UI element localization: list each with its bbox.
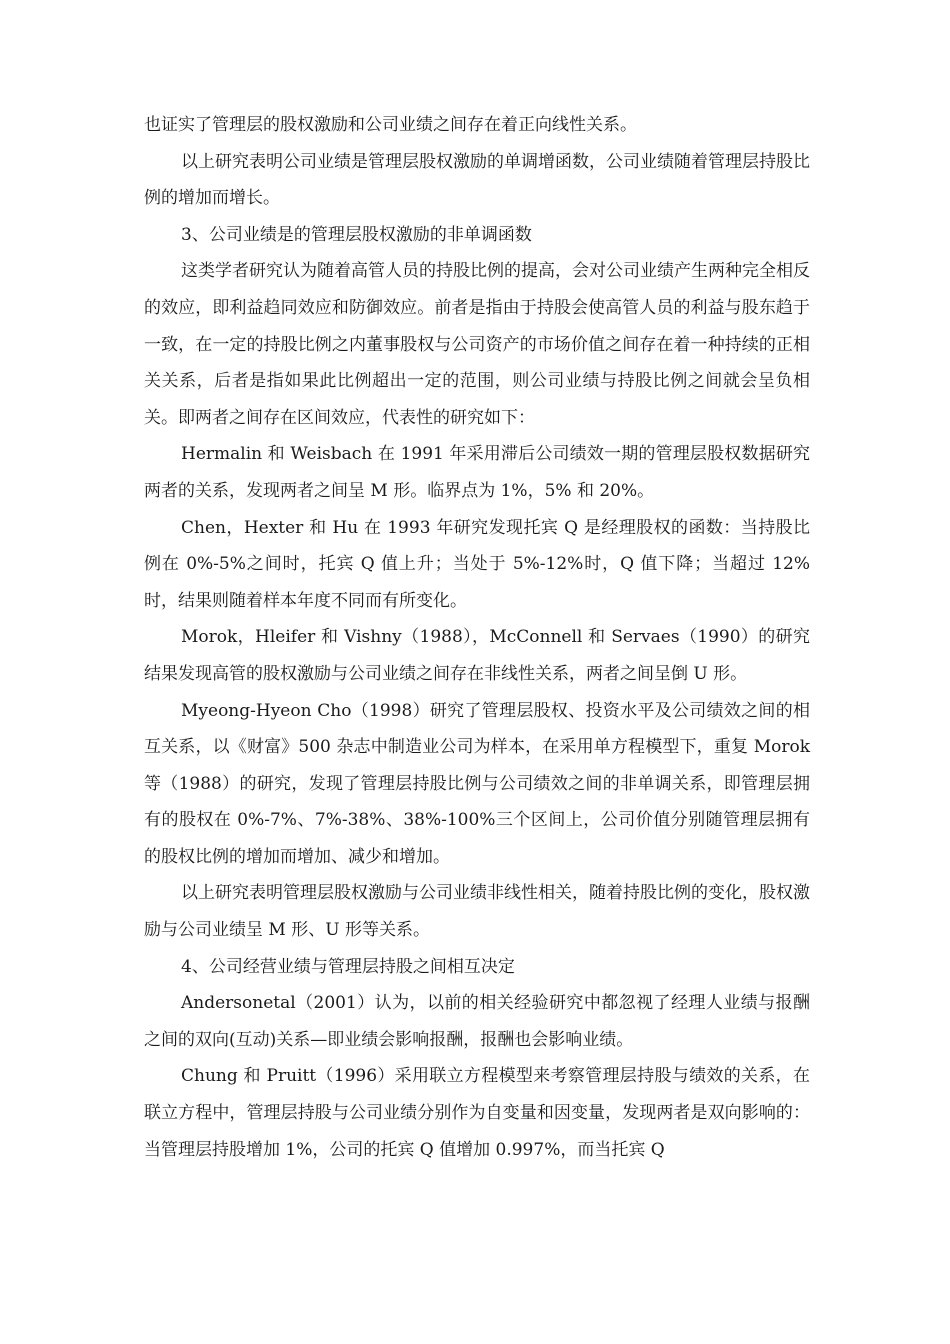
paragraph-morok-mcconnell: Morok，Hleifer 和 Vishny（1988），McConnell 和 Servaes（1990）的研究结果发现高管的股权激励与公司业绩之间存在非线性关系，两者之间呈倒 U 形。 bbox=[144, 627, 810, 684]
paragraph-andersonetal: Andersonetal（2001）认为，以前的相关经验研究中都忽视了经理人业绩与报酬之间的双向(互动)关系—即业绩会影响报酬，报酬也会影响业绩。 bbox=[144, 993, 810, 1050]
paragraph-chung-pruitt: Chung 和 Pruitt（1996）采用联立方程模型来考察管理层持股与绩效的关系，在联立方程中，管理层持股与公司业绩分别作为自变量和因变量，发现两者是双向影响的：当管理层持股增加 1%，公司的托宾 Q 值增加 0.997%，而当托宾 Q bbox=[144, 1066, 810, 1160]
paragraph-summary-monotonic: 以上研究表明公司业绩是管理层股权激励的单调增函数，公司业绩随着管理层持股比例的增加而增长。 bbox=[144, 151, 810, 209]
paragraph-continuation: 也证实了管理层的股权激励和公司业绩之间存在着正向线性关系。 bbox=[144, 115, 637, 135]
paragraph-nonmonotonic-intro: 这类学者研究认为随着高管人员的持股比例的提高，会对公司业绩产生两种完全相反的效应，即利益趋同效应和防御效应。前者是指由于持股会使高管人员的利益与股东趋于一致，在一定的持股比例之内董事股权与公司资产的市场价值之间存在着一种持续的正相关关系，后者是指如果此比例超出一定的范围，则公司业绩与持股比例之间就会呈负相关。即两者之间存在区间效应，代表性的研究如下： bbox=[144, 261, 810, 428]
body-text bbox=[144, 107, 810, 1168]
paragraph-cho: Myeong-Hyeon Cho（1998）研究了管理层股权、投资水平及公司绩效之间的相互关系，以《财富》500 杂志中制造业公司为样本，在采用单方程模型下，重复 Morok 等（1988）的研究，发现了管理层持股比例与公司绩效之间的非单调关系，即管理层拥有的股权在 0%-7%、7%-38%、38%-100%三个区间上，公司价值分别随管理层拥有的股权比例的增加而增加、减少和增加。 bbox=[144, 700, 810, 867]
paragraph-summary-nonlinear: 以上研究表明管理层股权激励与公司业绩非线性相关，随着持股比例的变化，股权激励与公司业绩呈 M 形、U 形等关系。 bbox=[144, 883, 810, 941]
section-heading-4: 4、公司经营业绩与管理层持股之间相互决定 bbox=[181, 956, 515, 977]
section-heading-3: 3、公司业绩是的管理层股权激励的非单调函数 bbox=[181, 224, 532, 245]
paragraph-chen-hexter-hu: Chen，Hexter 和 Hu 在 1993 年研究发现托宾 Q 是经理股权的函数：当持股比例在 0%-5%之间时，托宾 Q 值上升；当处于 5%-12%时，Q 值下降；当超过 12%时，结果则随着样本年度不同而有所变化。 bbox=[144, 517, 810, 611]
paragraph-hermalin-weisbach: Hermalin 和 Weisbach 在 1991 年采用滞后公司绩效一期的管理层股权数据研究两者的关系，发现两者之间呈 M 形。临界点为 1%，5% 和 20%。 bbox=[144, 444, 810, 501]
